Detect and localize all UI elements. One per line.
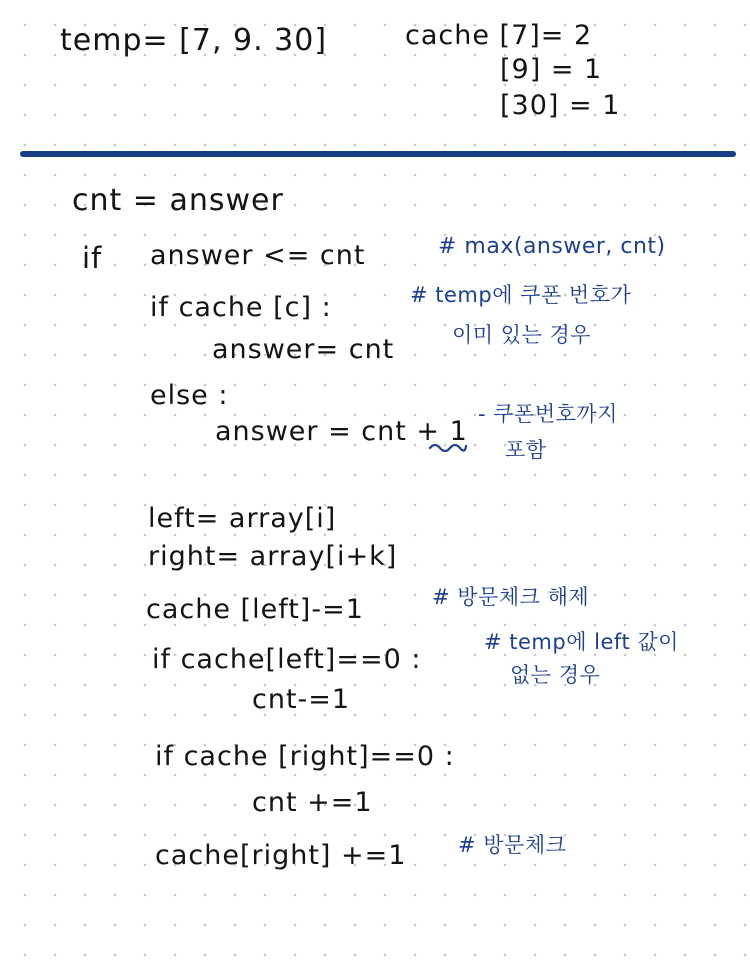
code-line-cache-left-decrement: cache [left]-=1 (146, 594, 364, 625)
code-if-keyword: if (82, 241, 103, 275)
code-line-if-cache-left-zero: if cache[left]==0 : (152, 644, 422, 675)
code-line-cnt-decrement: cnt-=1 (252, 684, 351, 715)
note-already-exists: 이미 있는 경우 (452, 323, 592, 347)
cache-9-line: [9] = 1 (500, 54, 603, 85)
code-line-else: else : (150, 380, 229, 411)
code-line-cnt-increment: cnt +=1 (252, 787, 373, 818)
note-visit-check-release: # 방문체크 해제 (432, 585, 590, 609)
code-line-right: right= array[i+k] (148, 541, 398, 572)
divider-line (20, 151, 736, 157)
code-line-left: left= array[i] (148, 503, 337, 534)
squiggle-underline (428, 440, 468, 454)
code-line-cnt-answer: cnt = answer (72, 183, 284, 218)
code-line-if-cache-c: if cache [c] : (150, 292, 332, 323)
note-not-exists: 없는 경우 (510, 663, 601, 687)
note-include: 포함 (505, 438, 547, 462)
temp-array-line: temp= [7, 9. 30] (60, 23, 328, 58)
code-line-answer-cnt: answer= cnt (212, 334, 395, 365)
cache-30-line: [30] = 1 (500, 90, 621, 121)
note-temp-left-value: # temp에 left 값이 (484, 630, 679, 654)
note-max: # max(answer, cnt) (438, 234, 666, 259)
note-include-coupon: - 쿠폰번호까지 (478, 402, 618, 426)
code-line-if-cache-right-zero: if cache [right]==0 : (155, 741, 455, 772)
code-line-if-answer: answer <= cnt (150, 240, 366, 271)
cache-7-line: cache [7]= 2 (405, 20, 593, 51)
code-line-answer-cnt-plus-1: answer = cnt + 1 (215, 416, 468, 447)
note-temp-coupon: # temp에 쿠폰 번호가 (410, 283, 632, 307)
code-line-cache-right-increment: cache[right] +=1 (155, 840, 407, 871)
note-visit-check: # 방문체크 (458, 833, 567, 857)
